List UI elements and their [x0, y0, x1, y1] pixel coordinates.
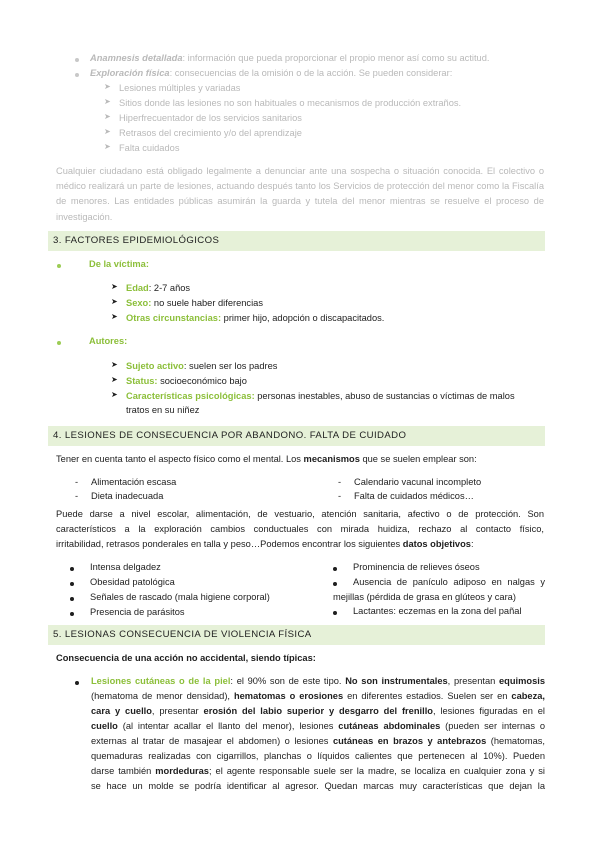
bullet-dot	[70, 597, 74, 601]
skin-lesions-line: (hematoma de menor densidad), hematomas o erosiones en diferentes estadios. Suelen ser en cabeza,	[91, 691, 545, 701]
bullet-dot	[70, 612, 74, 616]
mechanism-item: Alimentación escasa	[91, 477, 177, 487]
bullet-dot	[70, 567, 74, 571]
sub-item: Sitios donde las lesiones no son habituales o mecanismos de producción extraños.	[119, 98, 462, 108]
author-item-psicologicas: Características psicológicas: personas inestables, abuso de sustancias o víctimas de malos	[126, 391, 515, 401]
victim-item-edad: Edad: 2-7 años	[126, 283, 191, 293]
arrow-bullet-icon: ➤	[111, 375, 118, 384]
bullet-dot	[70, 582, 74, 586]
sub-item: Retrasos del crecimiento y/o del aprendizaje	[119, 128, 302, 138]
author-item-status: Status: socioeconómico bajo	[126, 376, 247, 386]
arrow-bullet-icon: ➤	[111, 390, 118, 399]
bullet-dot	[333, 582, 337, 586]
dash-bullet: -	[338, 491, 342, 501]
victim-item-sexo: Sexo: no suele haber diferencias	[126, 298, 263, 308]
mechanisms-intro: Tener en cuenta tanto el aspecto físico como el mental. Los mecanismos que se suelen emplear son:	[56, 454, 477, 464]
bullet-dot	[57, 264, 61, 268]
bullet-dot	[75, 73, 79, 77]
bullet-dot	[333, 611, 337, 615]
neglect-paragraph-line: Puede darse a nivel escolar, alimentación, de vestuario, atención sanitaria, afectivo o de protección. Son	[56, 509, 544, 519]
authors-label: Autores:	[89, 336, 128, 346]
sub-item: Falta cuidados	[119, 143, 180, 153]
skin-lesions-line: cuello (al intentar acallar el llanto del menor), lesiones cutáneas abdominales (pueden ser internas o	[91, 721, 545, 731]
mechanism-item: Calendario vacunal incompleto	[354, 477, 482, 487]
dash-bullet: -	[338, 477, 342, 487]
violence-subtitle: Consecuencia de una acción no accidental, siendo típicas:	[56, 653, 316, 663]
bullet-dot	[333, 567, 337, 571]
legal-paragraph: Cualquier ciudadano está obligado legalmente a denunciar ante una sospecha o situación conocida. El colectivo o médico realizará un parte de lesiones, actuando después tanto los Servicios de protección del menor como la Fiscalía de menores. Las entidades públicas asumirán la guarda y tutela del menor mientras se resuelve el proceso de investigación.	[56, 166, 544, 222]
neglect-paragraph-line: característicos a la exploración cambios conductuales con mirada huidiza, rechazo al contacto físico,	[56, 524, 544, 534]
arrow-bullet-icon: ➤	[104, 82, 111, 91]
skin-lesions-line: cara y cuello, presentar erosión del labio superior y desgarro del frenillo, lesiones figuradas en el	[91, 706, 545, 716]
neglect-paragraph-line: irritabilidad, retrasos ponderales en talla y peso…Podemos encontrar los siguientes datos objetivos:	[56, 539, 474, 549]
skin-lesions-line: quemaduras realizadas con cigarrillos, planchas o líquidos calientes que pertenecen al 10%). Pueden	[91, 751, 545, 761]
section-heading-3: 3. FACTORES EPIDEMIOLÓGICOS	[48, 231, 545, 251]
arrow-bullet-icon: ➤	[111, 282, 118, 291]
skin-lesions-line: externas al tratar de masajear el abdomen) o lesiones cutáneas en brazos y antebrazos (hematomas,	[91, 736, 546, 746]
section-heading-5: 5. LESIONAS CONSECUENCIA DE VIOLENCIA FÍSICA	[48, 625, 545, 645]
section-heading-4: 4. LESIONES DE CONSECUENCIA POR ABANDONO. FALTA DE CUIDADO	[48, 426, 545, 446]
skin-lesions-line: se hace un molde se podría identificar al agresor. Quedan marcas muy características que dejan la	[91, 781, 545, 791]
data-item-cont: mejillas (pérdida de grasa en glúteos y cara)	[333, 592, 516, 602]
victim-label: De la víctima:	[89, 259, 149, 269]
data-item: Ausencia de panículo adiposo en nalgas y	[353, 577, 545, 587]
data-item: Presencia de parásitos	[90, 607, 185, 617]
victim-item-otras: Otras circunstancias: primer hijo, adopción o discapacitados.	[126, 313, 385, 323]
arrow-bullet-icon: ➤	[104, 112, 111, 121]
list-item-exploracion: Exploración física: consecuencias de la omisión o de la acción. Se pueden considerar:	[90, 68, 453, 78]
arrow-bullet-icon: ➤	[111, 312, 118, 321]
data-item: Intensa delgadez	[90, 562, 161, 572]
data-item: Prominencia de relieves óseos	[353, 562, 480, 572]
skin-lesions-line: darse también mordeduras; el agente responsable suele ser la madre, se localiza en cualquier zona y si	[91, 766, 546, 776]
arrow-bullet-icon: ➤	[104, 97, 111, 106]
bullet-dot	[57, 341, 61, 345]
mechanism-item: Dieta inadecuada	[91, 491, 164, 501]
data-item: Obesidad patológica	[90, 577, 175, 587]
data-item: Lactantes: eczemas en la zona del pañal	[353, 606, 522, 616]
sub-item: Hiperfrecuentador de los servicios sanitarios	[119, 113, 302, 123]
bullet-dot	[75, 58, 79, 62]
author-item-sujeto: Sujeto activo: suelen ser los padres	[126, 361, 278, 371]
data-item: Señales de rascado (mala higiene corporal)	[90, 592, 270, 602]
arrow-bullet-icon: ➤	[104, 127, 111, 136]
list-item-anamnesis: Anamnesis detallada: información que pueda proporcionar el propio menor así como su actitud.	[90, 53, 490, 63]
arrow-bullet-icon: ➤	[111, 360, 118, 369]
sub-item: Lesiones múltiples y variadas	[119, 83, 241, 93]
mechanism-item: Falta de cuidados médicos…	[354, 491, 474, 501]
dash-bullet: -	[75, 491, 79, 501]
dash-bullet: -	[75, 477, 79, 487]
arrow-bullet-icon: ➤	[104, 142, 111, 151]
bullet-dot	[75, 681, 79, 685]
skin-lesions-line: Lesiones cutáneas o de la piel: el 90% son de este tipo. No son instrumentales, presentan equimosis	[91, 676, 545, 686]
author-item-psicologicas-cont: tratos en su niñez	[126, 405, 200, 415]
arrow-bullet-icon: ➤	[111, 297, 118, 306]
